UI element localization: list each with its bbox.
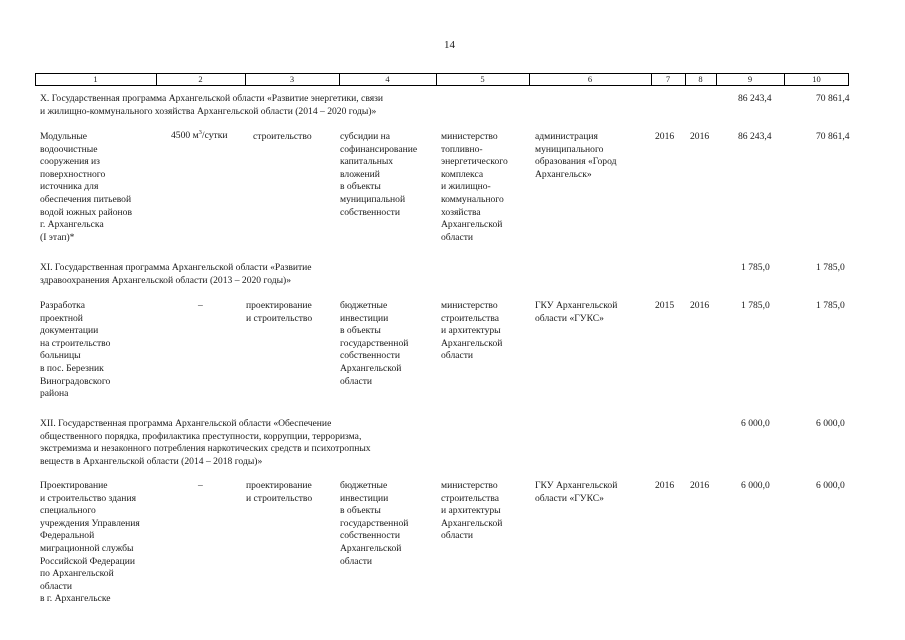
cell-amount-col9: 1 785,0 (741, 300, 770, 311)
cell-ministry: министерство топливно- энергетического комплекса и жилищно- коммунального хозяйства Архангельской области (441, 131, 508, 243)
cell-amount-col10: 70 861,4 (816, 131, 850, 142)
section-total-col9: 6 000,0 (741, 418, 770, 429)
cell-ministry: министерство строительства и архитектуры Архангельской области (441, 480, 503, 542)
cell-capacity: – (198, 300, 203, 311)
cell-capacity: – (198, 480, 203, 491)
cell-amount-col10: 6 000,0 (816, 480, 845, 491)
section-title: X. Государственная программа Архангельской области «Развитие энергетики, связи и жилищно-коммунального хозяйства Архангельской области (2014 – 2020 годы)» (40, 93, 384, 117)
cell-funding-form: бюджетные инвестиции в объекты государственной собственности Архангельской области (340, 480, 409, 567)
cell-object-name: Разработка проектной документации на строительство больницы в пос. Березник Виноградовского района (40, 300, 111, 400)
column-separator (848, 74, 849, 85)
section-total-col9: 1 785,0 (741, 262, 770, 273)
cell-amount-col10: 1 785,0 (816, 300, 845, 311)
cell-start-year: 2016 (655, 480, 675, 491)
section-total-col10: 1 785,0 (816, 262, 845, 273)
section-total-col9: 86 243,4 (738, 93, 772, 104)
header-cell-1: 1 (93, 74, 98, 84)
cell-end-year: 2016 (690, 480, 710, 491)
table-header-row (35, 73, 849, 86)
header-cell-8: 8 (698, 74, 703, 84)
cell-work-type: строительство (253, 131, 312, 142)
cell-customer: администрация муниципального образования «Город Архангельск» (535, 131, 617, 180)
section-total-col10: 6 000,0 (816, 418, 845, 429)
cell-customer: ГКУ Архангельской области «ГУКС» (535, 300, 618, 324)
header-cell-6: 6 (587, 74, 593, 84)
section-total-col10: 70 861,4 (816, 93, 850, 104)
cell-amount-col9: 86 243,4 (738, 131, 772, 142)
cell-object-name: Проектирование и строительство здания специального учреждения Управления Федеральной миграционной службы Российской Федерации по Архангельской области в г. Архангельске (40, 480, 140, 605)
cell-customer: ГКУ Архангельской области «ГУКС» (535, 480, 618, 504)
cell-end-year: 2016 (690, 131, 710, 142)
cell-funding-form: субсидии на софинансирование капитальных вложений в объекты муниципальной собственности (340, 131, 418, 218)
cell-funding-form: бюджетные инвестиции в объекты государственной собственности Архангельской области (340, 300, 409, 387)
cell-start-year: 2015 (655, 300, 675, 311)
cell-ministry: министерство строительства и архитектуры Архангельской области (441, 300, 503, 362)
section-title: XII. Государственная программа Архангельской области «Обеспечение общественного порядка, профилактика преступности, коррупции, терроризма, экстремизма и незаконного потребления наркотических средств и психотропных веществ в Архангельской области (2014 – 2018 годы)» (40, 418, 371, 467)
cell-start-year: 2016 (655, 131, 675, 142)
header-cell-2: 2 (198, 74, 203, 84)
cell-end-year: 2016 (690, 300, 710, 311)
cell-capacity: 4500 $м^3$/сутки (171, 128, 228, 141)
header-cell-4: 4 (385, 74, 390, 84)
header-cell-9: 9 (747, 74, 753, 84)
cell-amount-col9: 6 000,0 (741, 480, 770, 491)
cell-work-type: проектирование и строительство (246, 480, 313, 504)
header-cell-7: 7 (665, 74, 671, 84)
header-cell-3: 3 (289, 74, 295, 84)
header-cell-10: 10 (812, 74, 821, 84)
page-number: 14 (444, 39, 455, 51)
header-cell-5: 5 (480, 74, 485, 84)
cell-object-name: Модульные водоочистные сооружения из поверхностного источника для обеспечения питьевой водой южных районов г. Архангельска (I этап)* (40, 131, 132, 243)
cell-work-type: проектирование и строительство (246, 300, 313, 324)
section-title: XI. Государственная программа Архангельской области «Развитие здравоохранения Архангельской области (2013 – 2020 годы)» (40, 262, 312, 286)
